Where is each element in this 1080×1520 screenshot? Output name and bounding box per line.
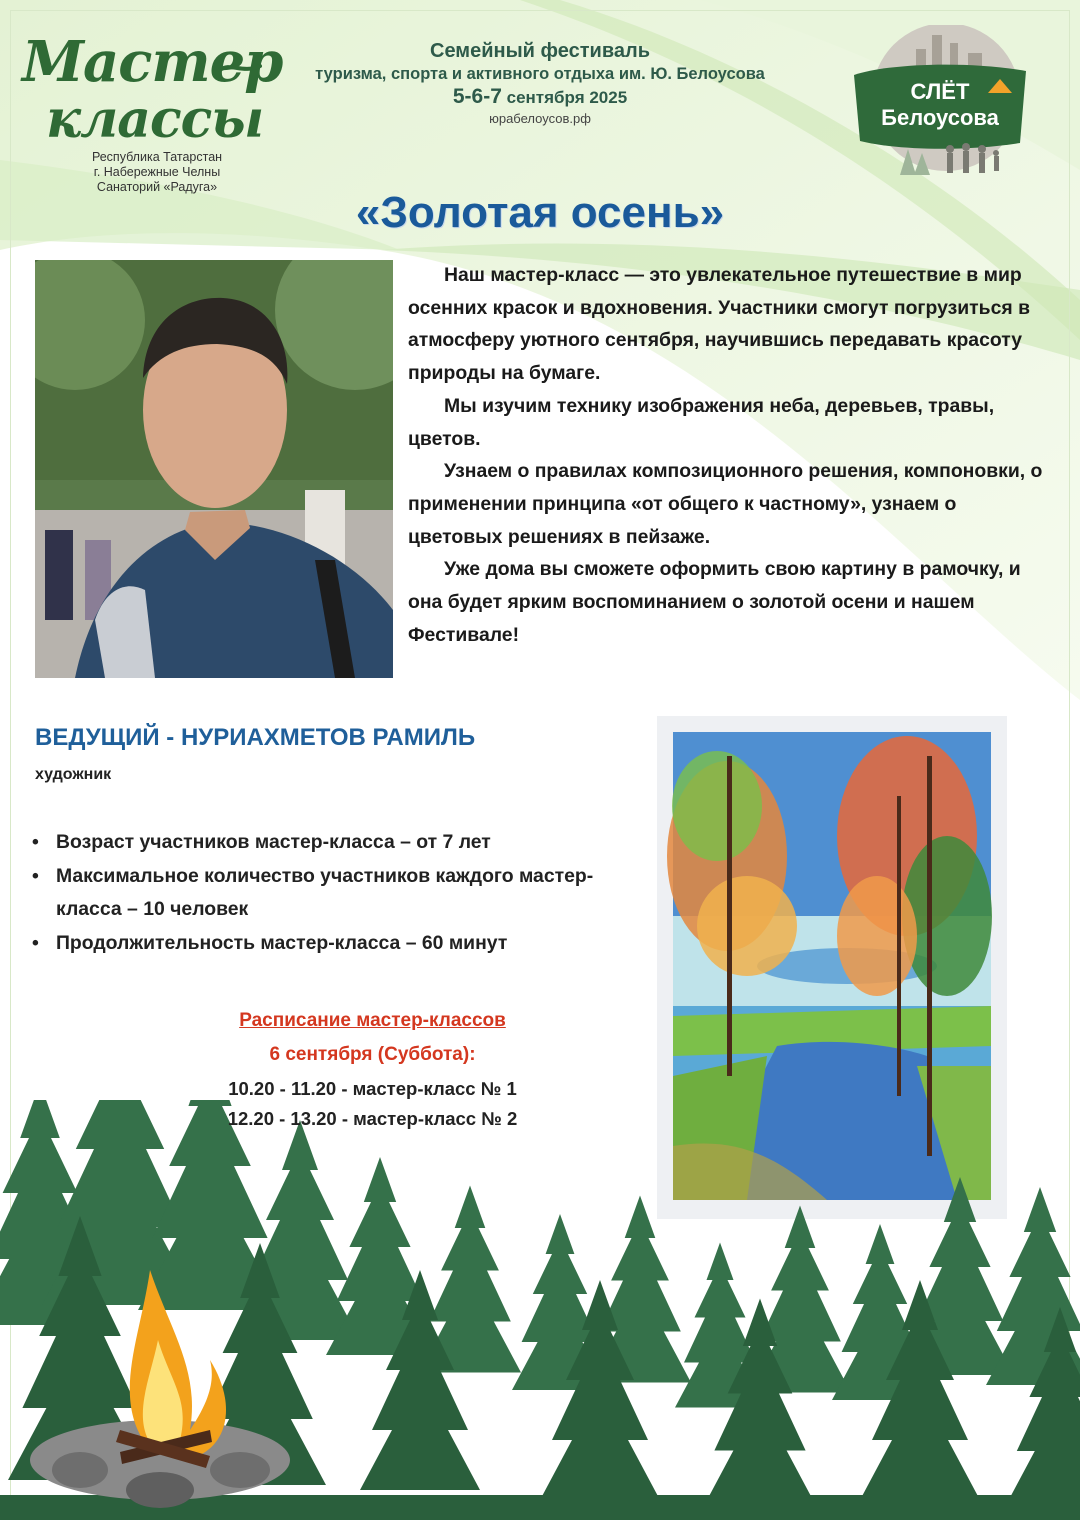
festival-month: сентября 2025: [506, 88, 628, 107]
host-name: ВЕДУЩИЙ - НУРИАХМЕТОВ РАМИЛЬ: [35, 724, 476, 751]
festival-dates: [270, 85, 810, 109]
schedule-rows: [150, 1074, 595, 1134]
slet-emblem-icon: [850, 25, 1030, 185]
schedule-title: Расписание мастер-классов: [239, 1010, 506, 1031]
slet-line-2: Белоусова: [881, 105, 999, 130]
schedule-row: 10.20 - 11.20 - мастер-класс № 1: [228, 1078, 517, 1099]
description-paragraph: Мы изучим технику изображения неба, деревьев, травы, цветов.: [408, 394, 995, 450]
list-item: • Возраст участников мастер-класса – от 7 лет: [30, 826, 630, 860]
host-photo: [35, 260, 393, 678]
forest-illustration: [0, 1100, 1080, 1520]
logo-line-2: классы: [46, 89, 264, 150]
description-paragraph: Наш мастер-класс — это увлекательное путешествие в мир осенних красок и вдохновения. Участники смогут погрузиться в атмосферу уютного сентября, научившись передавать красоту природы на бумаге.: [408, 264, 1030, 385]
details-list: [30, 826, 630, 960]
festival-subtitle: туризма, спорта и активного отдыха им. Ю. Белоусова: [315, 65, 765, 83]
list-item: • Максимальное количество участников каждого мастер-класса – 10 человек: [30, 860, 630, 927]
host-role: художник: [35, 766, 112, 783]
schedule-day: 6 сентября (Суббота):: [269, 1044, 476, 1065]
schedule: [150, 1010, 595, 1134]
slet-logo: [850, 25, 1030, 185]
address-venue: Санаторий «Радуга»: [96, 180, 218, 194]
description-paragraph: Узнаем о правилах композиционного решения, компоновки, о применении принципа «от общего к частному», узнаем о цветовых решениях в пейзаже.: [408, 460, 1043, 548]
slet-line-1: СЛЁТ: [910, 79, 970, 104]
host-portrait-image: [35, 260, 393, 678]
address-region: Республика Татарстан: [91, 150, 223, 164]
description: [408, 259, 1053, 651]
festival-site: юрабелоусов.рф: [489, 111, 591, 126]
page-title: «Золотая осень»: [355, 188, 725, 237]
logo-swash-icon: [218, 60, 262, 76]
list-item: • Продолжительность мастер-класса – 60 минут: [30, 927, 630, 961]
schedule-row: 12.20 - 13.20 - мастер-класс № 2: [227, 1108, 518, 1129]
logo-line-1: Мастер: [22, 29, 283, 95]
festival-name: Семейный фестиваль: [430, 40, 650, 62]
festival-days: 5-6-7: [452, 85, 502, 108]
festival-header: [270, 40, 810, 126]
address-city: г. Набережные Челны: [93, 165, 221, 179]
masterclass-logo: [22, 29, 283, 200]
description-paragraph: Уже дома вы сможете оформить свою картину в рамочку, и она будет ярким воспоминанием о золотой осени и нашем Фестивале!: [408, 558, 1021, 646]
